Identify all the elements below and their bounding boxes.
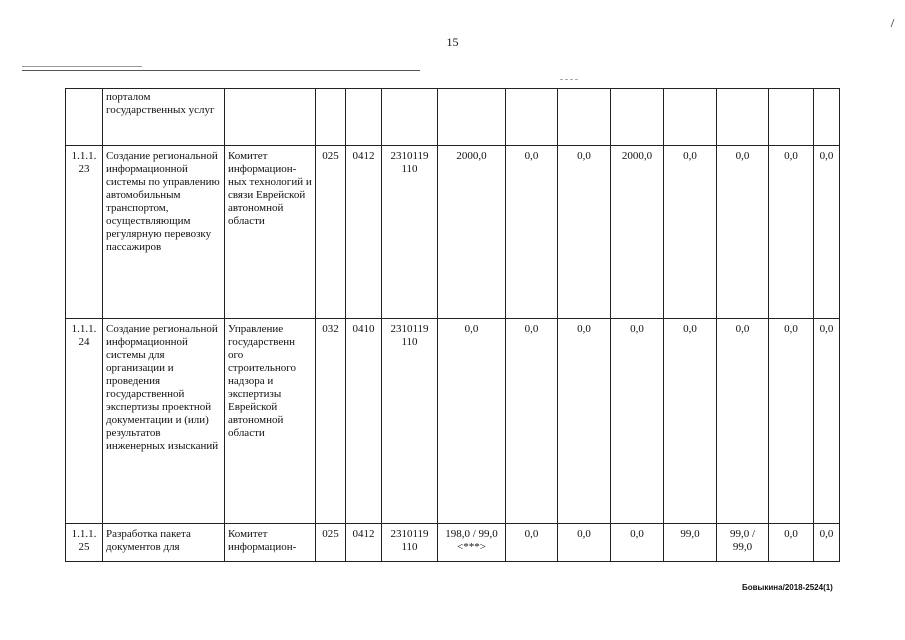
year-value: 99,0 [664,524,717,562]
year-value: 99,0 / 99,0 [717,524,769,562]
csr-code [382,89,438,146]
row-number [66,89,103,146]
rz-code [346,89,382,146]
grbs-code: 025 [316,524,346,562]
year-value: 0,0 [717,146,769,319]
scan-artifact-dots [560,79,578,80]
year-value: 0,0 [769,146,814,319]
year-value [769,89,814,146]
scan-artifact-line [22,70,420,71]
total-value: 2000,0 [438,146,506,319]
measure-name: Разработка пакета документов для [103,524,225,562]
year-value: 0,0 [558,524,611,562]
year-value: 0,0 [506,319,558,524]
total-value [438,89,506,146]
scan-artifact-mark [885,19,895,27]
year-value: 0,0 [558,146,611,319]
table-row [66,524,840,562]
csr-code: 2310119 110 [382,146,438,319]
year-value [506,89,558,146]
year-value: 0,0 [769,524,814,562]
year-value: 0,0 [611,524,664,562]
measure-name: Создание региональной информационной системы по управлению автомобильным транспортом, осуществляющим регулярную перевозку пассажиров [103,146,225,319]
scan-artifact-line [22,66,142,67]
year-value [611,89,664,146]
page-number: 15 [446,35,459,49]
table-row [66,319,840,524]
year-value: 0,0 [506,146,558,319]
csr-code: 2310119 110 [382,524,438,562]
rz-code: 0410 [346,319,382,524]
year-value [717,89,769,146]
year-value: 2000,0 [611,146,664,319]
row-number: 1.1.1. 23 [66,146,103,319]
executor: Комитет информацион-ных технологий и связи Еврейской автономной области [225,146,316,319]
executor: Комитет информацион- [225,524,316,562]
year-value: 0,0 [664,319,717,524]
grbs-code: 025 [316,146,346,319]
table-row [66,89,840,146]
year-value: 0,0 [814,146,840,319]
year-value: 0,0 [611,319,664,524]
year-value: 0,0 [717,319,769,524]
total-value: 198,0 / 99,0 <***> [438,524,506,562]
executor: Управление государственн ого строительного надзора и экспертизы Еврейской автономной области [225,319,316,524]
grbs-code [316,89,346,146]
document-reference: Бовыкина/2018-2524(1) [742,583,833,592]
csr-code: 2310119 110 [382,319,438,524]
year-value [814,89,840,146]
measure-name: порталом государственных услуг [103,89,225,146]
year-value: 0,0 [769,319,814,524]
measure-name: Создание региональной информационной системы для организации и проведения государственной экспертизы проектной документации и (или) результатов инженерных изысканий [103,319,225,524]
rz-code: 0412 [346,524,382,562]
total-value: 0,0 [438,319,506,524]
grbs-code: 032 [316,319,346,524]
year-value: 0,0 [814,319,840,524]
row-number: 1.1.1. 25 [66,524,103,562]
year-value [664,89,717,146]
rz-code: 0412 [346,146,382,319]
executor [225,89,316,146]
year-value: 0,0 [506,524,558,562]
year-value: 0,0 [814,524,840,562]
year-value: 0,0 [558,319,611,524]
table-row [66,146,840,319]
year-value: 0,0 [664,146,717,319]
budget-table [65,88,840,562]
row-number: 1.1.1. 24 [66,319,103,524]
year-value [558,89,611,146]
